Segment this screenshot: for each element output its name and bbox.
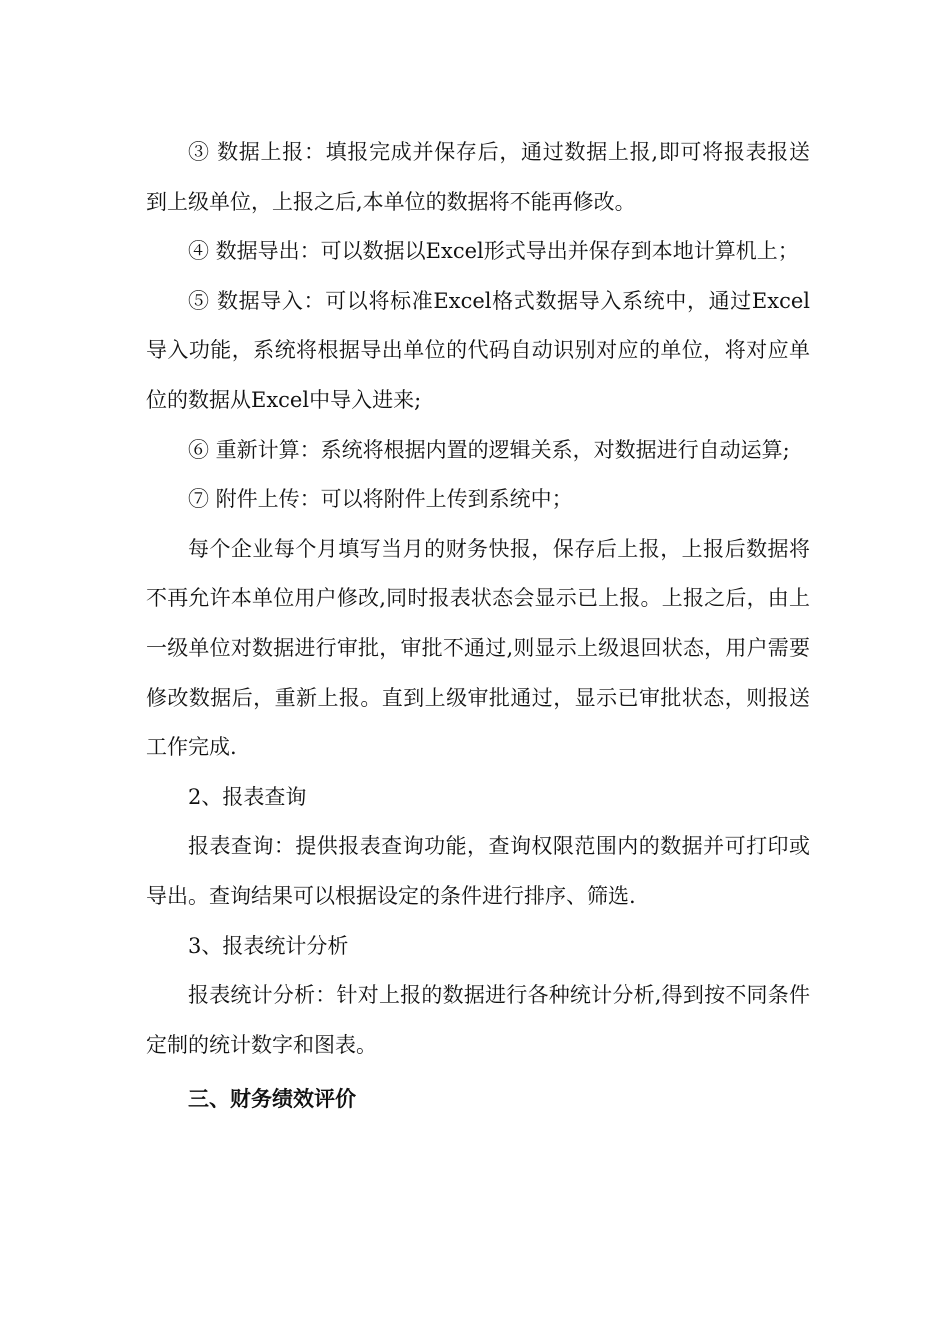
section-heading-report-statistics: 3、报表统计分析 xyxy=(188,933,349,958)
document-page xyxy=(146,128,810,1124)
paragraph-attachment-upload: ⑦ 附件上传：可以将附件上传到系统中； xyxy=(188,487,573,512)
chapter-heading-financial-evaluation: 三、财务绩效评价 xyxy=(188,1086,356,1112)
paragraph-recalculate: ⑥ 重新计算：系统将根据内置的逻辑关系，对数据进行自动运算; xyxy=(188,437,790,462)
paragraph-data-import: ⑤ 数据导入：可以将标准Excel格式数据导入系统中，通过Excel导入功能，系统将根据导出单位的代码自动识别对应的单位，将对应单位的数据从Excel中导入进来; xyxy=(146,288,810,412)
paragraph-report-query: 报表查询：提供报表查询功能，查询权限范围内的数据并可打印或导出。查询结果可以根据设定的条件进行排序、筛选. xyxy=(146,834,810,908)
paragraph-report-statistics: 报表统计分析：针对上报的数据进行各种统计分析,得到按不同条件定制的统计数字和图表。 xyxy=(146,983,810,1057)
paragraph-data-report: ③ 数据上报：填报完成并保存后，通过数据上报,即可将报表报送到上级单位，上报之后,本单位的数据将不能再修改。 xyxy=(146,140,810,214)
paragraph-monthly-report-flow: 每个企业每个月填写当月的财务快报，保存后上报，上报后数据将不再允许本单位用户修改,同时报表状态会显示已上报。上报之后，由上一级单位对数据进行审批，审批不通过,则显示上级退回状态，用户需要修改数据后，重新上报。直到上级审批通过，显示已审批状态，则报送工作完成. xyxy=(146,536,810,760)
paragraph-data-export: ④ 数据导出：可以数据以Excel形式导出并保存到本地计算机上； xyxy=(188,239,799,264)
section-heading-report-query: 2、报表查询 xyxy=(188,784,307,809)
